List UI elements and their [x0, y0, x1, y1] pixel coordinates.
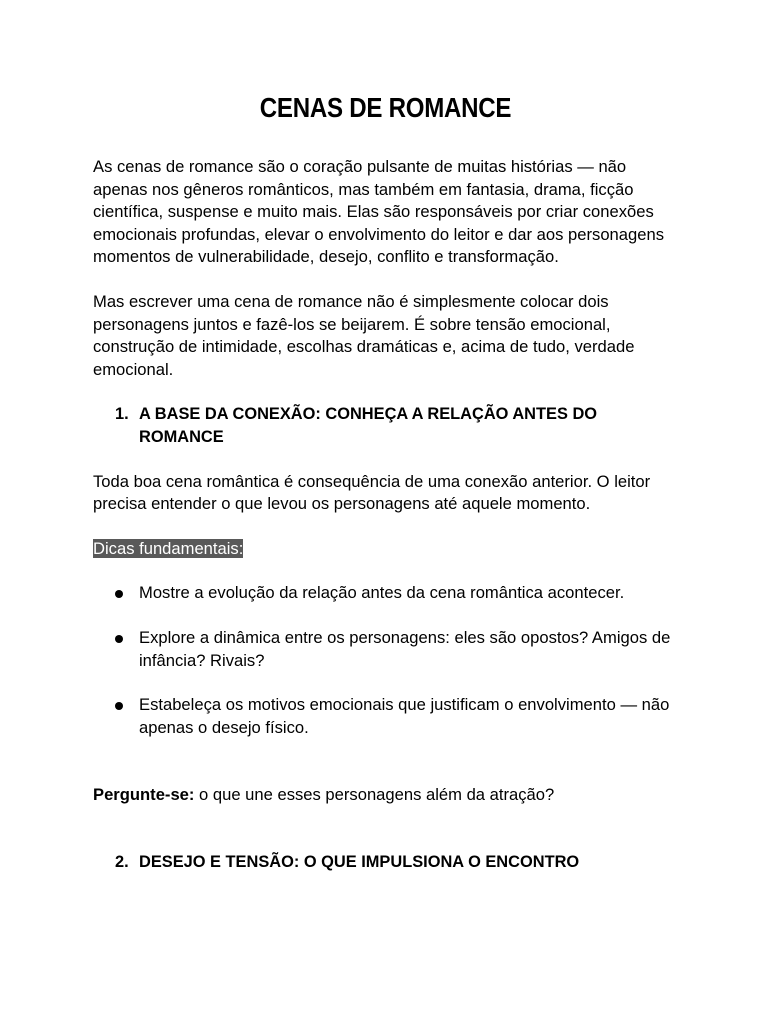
list-item — [93, 582, 678, 605]
tips-label-row — [93, 538, 678, 561]
section-number: 1. — [115, 405, 129, 424]
list-item-text: Estabeleça os motivos emocionais que justificam o envolvimento — não apenas o desejo físico. — [139, 695, 670, 737]
section-title: A BASE DA CONEXÃO: CONHEÇA A RELAÇÃO ANTES DO ROMANCE — [139, 405, 598, 446]
question-paragraph — [93, 784, 678, 807]
section-heading-list-2 — [93, 851, 678, 874]
second-paragraph: Mas escrever uma cena de romance não é simplesmente colocar dois personagens juntos e fazê-los se beijarem. É sobre tensão emocional, construção de intimidade, escolhas dramáticas e, acima de tudo, verdade emocional. — [93, 291, 635, 379]
bullet-icon — [115, 702, 123, 710]
section-title: DESEJO E TENSÃO: O QUE IMPULSIONA O ENCONTRO — [139, 852, 580, 871]
list-item — [93, 627, 678, 672]
intro-paragraph: As cenas de romance são o coração pulsante de muitas histórias — não apenas nos gêneros românticos, mas também em fantasia, drama, ficção científica, suspense e muito mais. Elas são responsáveis por criar conexões emocionais profundas, elevar o envolvimento do leitor e dar aos personagens momentos de vulnerabilidade, desejo, conflito e transformação. — [93, 157, 664, 267]
section-heading-1 — [93, 403, 678, 448]
bullet-icon — [115, 590, 123, 598]
list-item — [93, 694, 678, 739]
list-item-text: Mostre a evolução da relação antes da cena romântica acontecer. — [139, 583, 625, 603]
section-number: 2. — [115, 852, 129, 871]
question-text: o que une esses personagens além da atração? — [194, 785, 555, 805]
document-page — [93, 88, 678, 873]
section-1-body: Toda boa cena romântica é consequência de uma conexão anterior. O leitor precisa entender o que levou os personagens até aquele momento. — [93, 471, 651, 514]
document-title: CENAS DE ROMANCE — [259, 92, 512, 123]
tips-list — [93, 582, 678, 739]
tips-label: Dicas fundamentais: — [93, 538, 244, 558]
section-heading-2 — [93, 851, 678, 874]
list-item-text: Explore a dinâmica entre os personagens: eles são opostos? Amigos de infância? Rivais? — [139, 627, 671, 670]
section-heading-list-1 — [93, 403, 678, 448]
bullet-icon — [115, 635, 123, 643]
question-label: Pergunte-se: — [93, 785, 195, 805]
